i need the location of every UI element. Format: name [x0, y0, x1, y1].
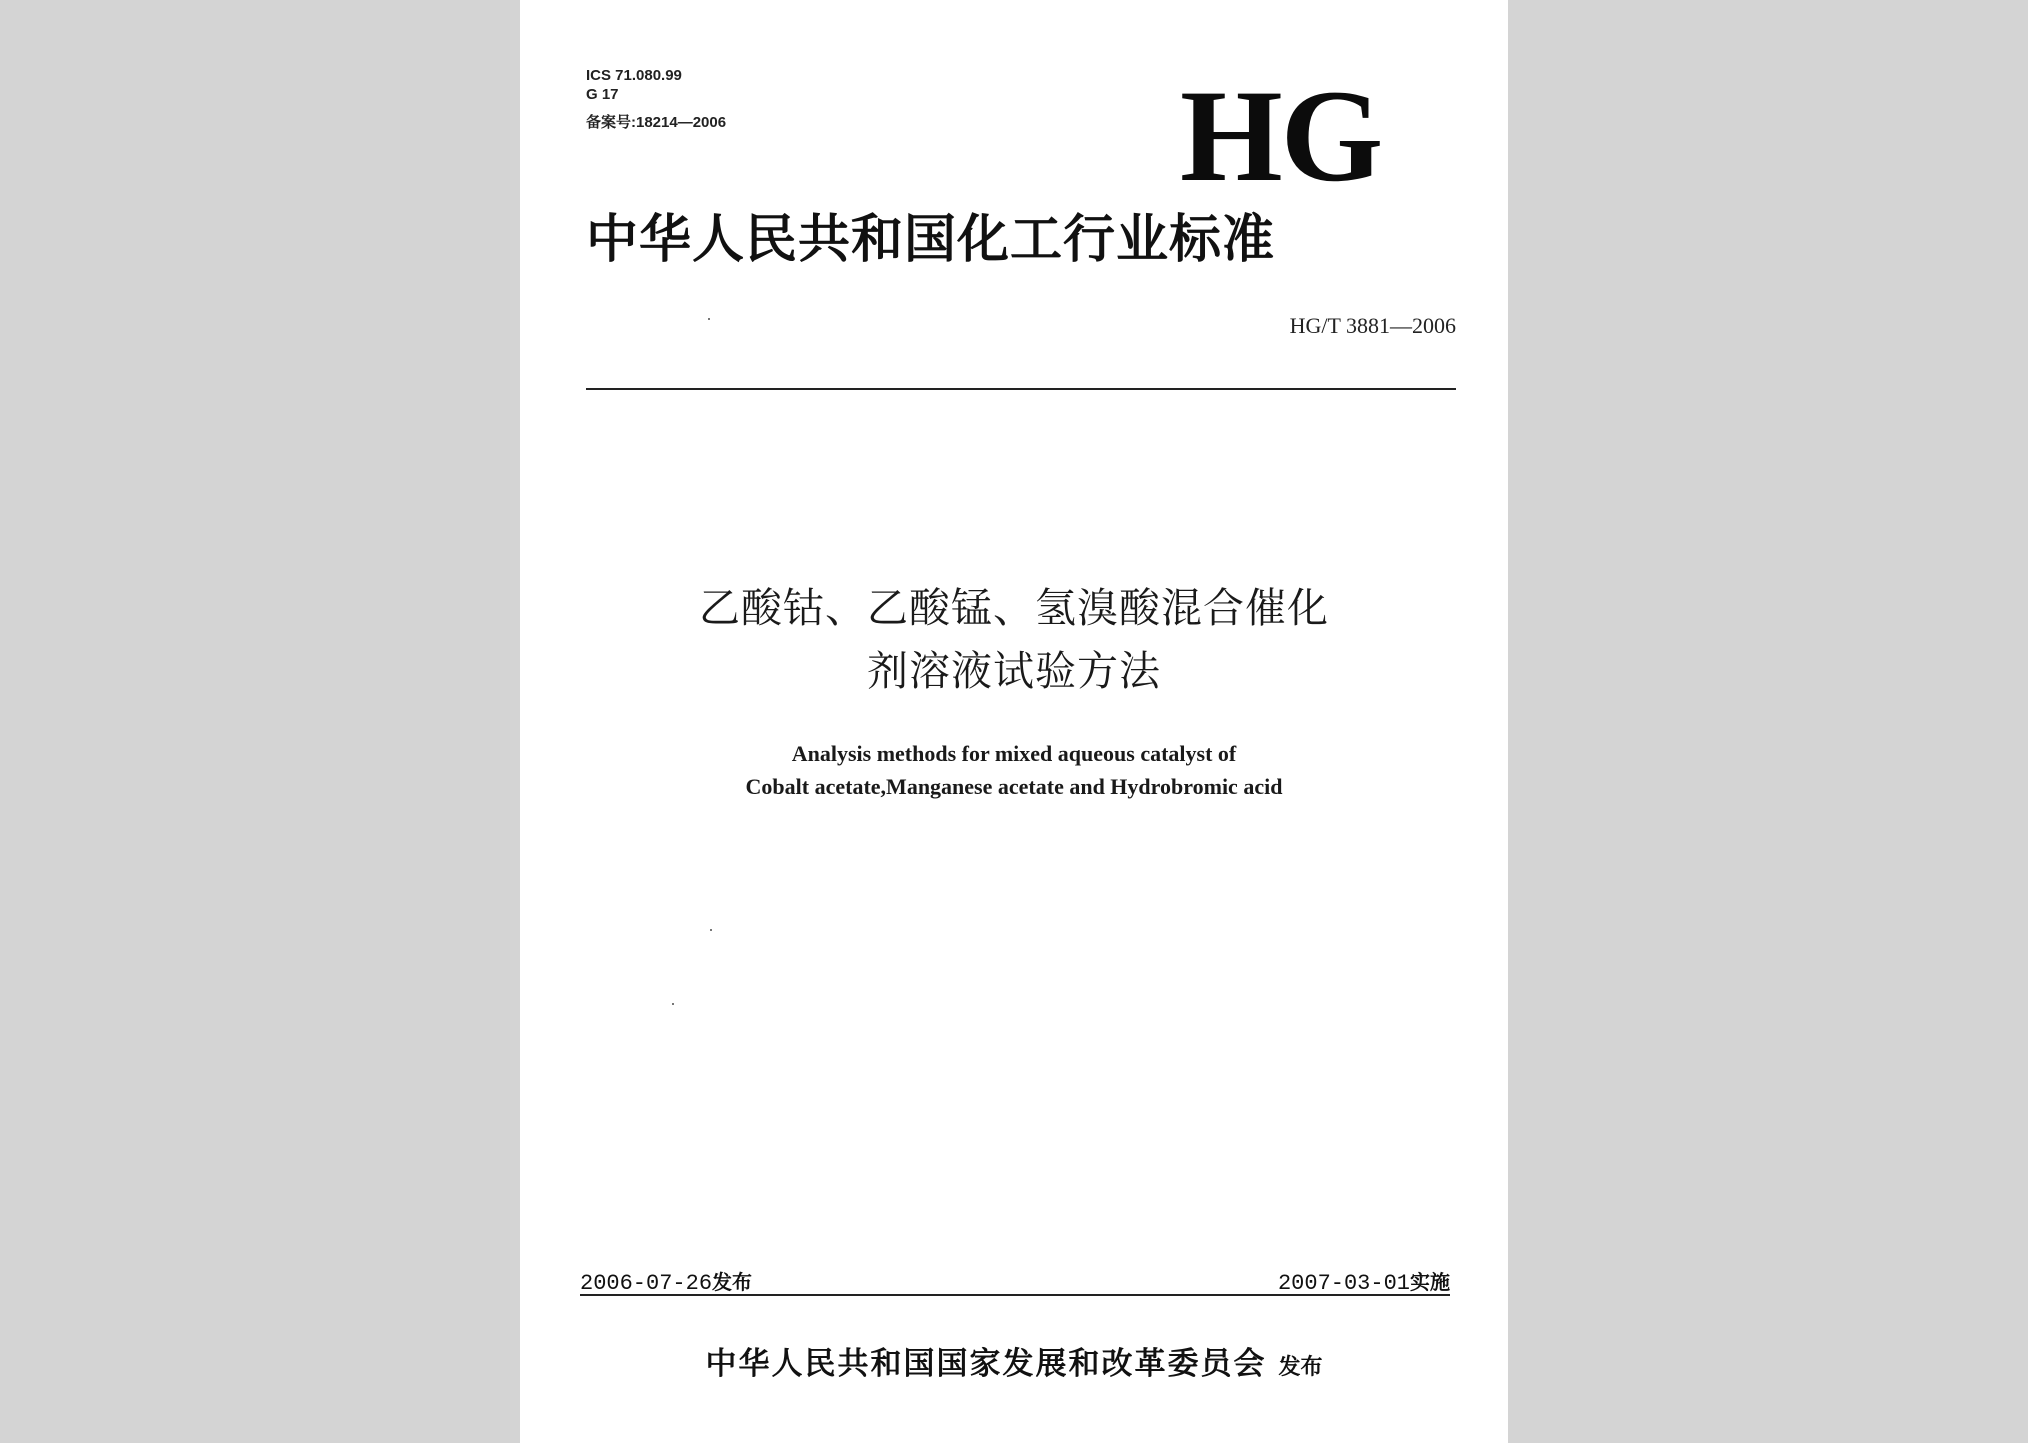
- standard-title: 中华人民共和国化工行业标准: [586, 209, 1276, 270]
- release-date: 2006-07-26: [580, 1271, 713, 1296]
- scan-speck: [710, 929, 712, 931]
- title-en-line-2: Cobalt acetate,Manganese acetate and Hydrobromic acid: [745, 774, 1283, 799]
- title-en-line-1: Analysis methods for mixed aqueous catalyst of: [791, 741, 1237, 766]
- release-label: 发布: [712, 1270, 753, 1294]
- classification-code: G 17: [586, 86, 619, 103]
- document-page: [520, 0, 1508, 1443]
- standard-number: HG/T 3881—2006: [1289, 313, 1456, 338]
- implementation-date-line: [1080, 1266, 1450, 1296]
- implementation-label: 实施: [1410, 1270, 1450, 1294]
- header-divider: [586, 388, 1456, 390]
- scan-speck: [672, 1003, 674, 1005]
- implementation-date: 2007-03-01: [1277, 1271, 1410, 1296]
- filing-number: 备案号:18214—2006: [586, 114, 727, 131]
- publisher-name: 中华人民共和国国家发展和改革委员会: [705, 1346, 1267, 1382]
- hg-logo: HG: [1180, 62, 1382, 209]
- publisher-line: [520, 1346, 1508, 1382]
- release-date-line: [580, 1266, 752, 1296]
- scan-speck: [708, 318, 710, 320]
- footer-divider: [580, 1294, 1450, 1296]
- title-cn-line-2: 剂溶液试验方法: [867, 647, 1161, 695]
- title-cn-line-1: 乙酸钴、乙酸锰、氢溴酸混合催化: [699, 584, 1329, 632]
- publisher-label: 发布: [1278, 1355, 1323, 1380]
- ics-code: ICS 71.080.99: [586, 67, 682, 84]
